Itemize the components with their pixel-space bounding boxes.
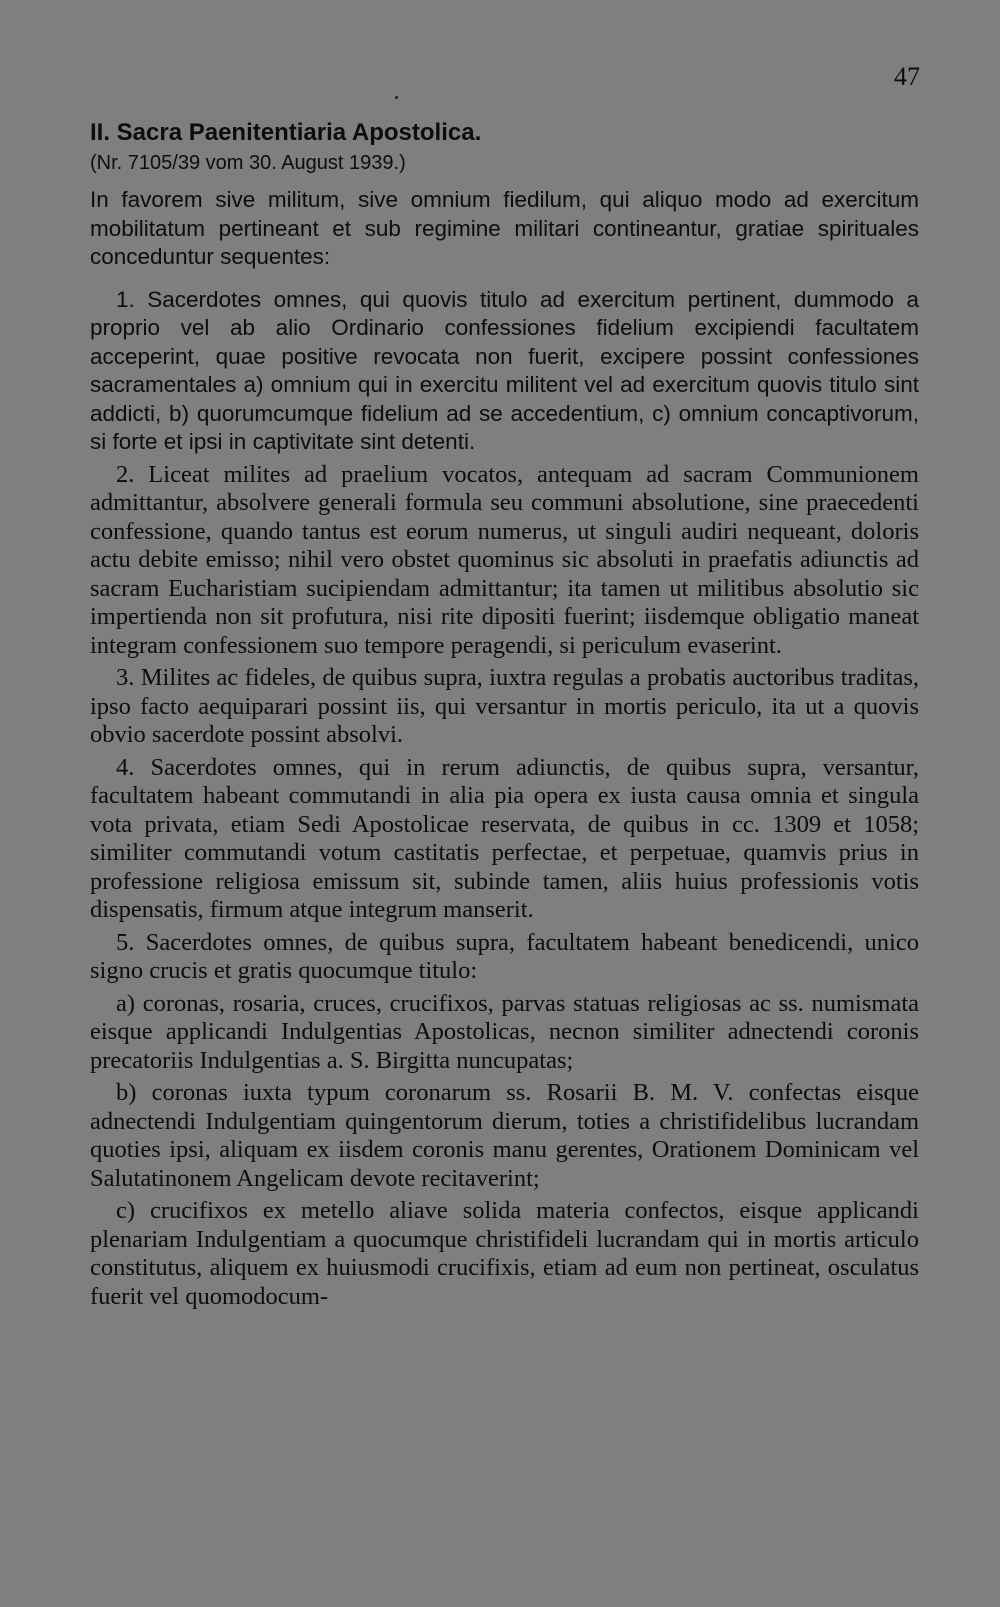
section-heading: II. Sacra Paenitentiaria Apostolica.	[90, 119, 482, 146]
paragraph-5b: b) coronas iuxta typum coronarum ss. Rosarii B. M. V. confectas eisque adnectendi Indulgentiam quingentorum dierum, toties a christifidelibus lucrandam quoties ipsi, aliquam ex iisdem coronis manu gerentes, Orationem Dominicam vel Salutatinonem Angelicam devote recitaverint;	[90, 1079, 919, 1192]
paragraph-5: 5. Sacerdotes omnes, de quibus supra, facultatem habeant benedicendi, unico signo crucis et gratis quocumque titulo:	[90, 928, 919, 984]
document-body	[90, 118, 919, 1315]
paragraph-5c: c) crucifixos ex metello aliave solida materia confectos, eisque applicandi plenariam Indulgentiam a quocumque christifideli lucrandam qui in mortis articulo constitutus, aliquem ex huiusmodi crucifixis, etiam ad eum non pertineat, osculatus fuerit vel quomodocum-	[90, 1197, 919, 1310]
paragraph-5a: a) coronas, rosaria, cruces, crucifixos, parvas statuas religiosas ac ss. numismata eisque applicandi Indulgentias Apostolicas, necnon similiter adnectendi coronis precatoriis Indulgentias a. S. Birgitta nuncupatas;	[90, 989, 919, 1074]
paragraph-2: 2. Liceat milites ad praelium vocatos, antequam ad sacram Communionem admittantur, absolvere generali formula seu communi absolutione, sine praecedenti confessione, quando tantus est eorum numerus, ut singuli audiri nequeant, doloris actu debite emisso; nihil vero obstet quominus sic absoluti in praefatis adiunctis ad sacram Eucharistiam sucipiendam admittantur; ita tamen ut militibus absolutio sic impertienda non sit profutura, nisi rite dipositi fuerint; iisdemque obligatio maneat integram confessionem suo tempore peragendi, si periculum evaserint.	[90, 460, 919, 659]
paragraph-3: 3. Milites ac fideles, de quibus supra, iuxtra regulas a probatis auctoribus traditas, ipso facto aequiparari possint iis, qui versantur in mortis periculo, ita ut a quovis obvio sacerdote possint absolvi.	[90, 664, 919, 748]
page-number: 47	[894, 62, 920, 91]
preamble-paragraph: In favorem sive militum, sive omnium fiedilum, qui aliquo modo ad exercitum mobilitatum pertineant et sub regimine militari contineantur, gratiae spirituales conceduntur sequentes:	[90, 187, 919, 269]
paragraph-1: 1. Sacerdotes omnes, qui quovis titulo ad exercitum pertinent, dummodo a proprio vel ab alio Ordinario confessiones fidelium excipiendi facultatem acceperint, quae positive revocata non fuerit, excipere possint confessiones sacramentales a) omnium qui in exercitu militent vel ad exercitum quovis titulo sint addicti, b) quorumcumque fidelium ad se accedentium, c) omnium concaptivorum, si forte et ipsi in captivitate sint detenti.	[90, 286, 919, 454]
print-speck	[395, 96, 398, 99]
paragraph-4: 4. Sacerdotes omnes, qui in rerum adiunctis, de quibus supra, versantur, facultatem habeant commutandi in alia pia opera ex iusta causa omnia et singula vota privata, etiam Sedi Apostolicae reservata, de quibus in cc. 1309 et 1058; similiter commutandi votum castitatis perfectae, et perpetuae, quamvis prius in professione religiosa emissum sit, subinde tamen, aliis huius professionis votis dispensatis, firmum atque integrum manserit.	[90, 753, 919, 923]
document-reference: (Nr. 7105/39 vom 30. August 1939.)	[90, 152, 406, 174]
